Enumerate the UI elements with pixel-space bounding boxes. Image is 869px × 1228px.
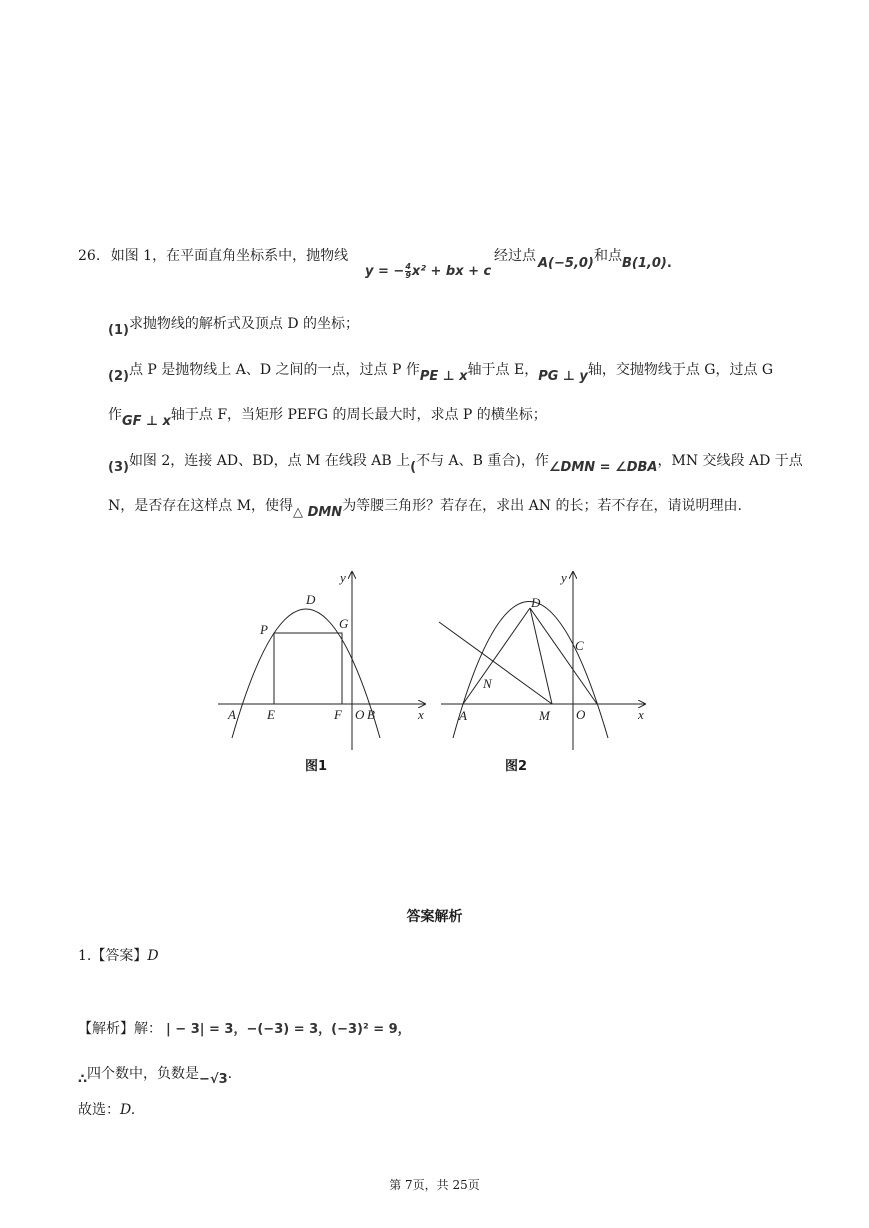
parabola-formula: y = − $\frac{4}{9}$ x² + bx + c xyxy=(365,262,492,280)
part-3-line-1: (3)如图 2，连接 AD、BD，点 M 在线段 AB 上(不与 A、B 重合)，作∠DMN = ∠DBA，MN 交线段 AD 于点 xyxy=(108,453,803,475)
page-footer: 第 7页，共 25页 xyxy=(389,1178,480,1192)
figure-2-caption: 图2 xyxy=(505,759,528,774)
label-m: M xyxy=(539,708,550,723)
label-g: G xyxy=(339,616,349,631)
label-o: O xyxy=(576,707,586,722)
label-f: F xyxy=(334,707,342,722)
segment-bd xyxy=(530,608,597,704)
answer-heading: 答案解析 xyxy=(406,909,463,925)
question-number: 26. xyxy=(78,248,101,264)
figure-1-caption: 图1 xyxy=(305,759,328,774)
label-x: x xyxy=(418,707,424,722)
choice-line: 故选：D. xyxy=(78,1102,136,1118)
figure-1 xyxy=(210,560,435,774)
segment-mn xyxy=(439,622,552,704)
part-2-line-1: (2)点 P 是抛物线上 A、D 之间的一点，过点 P 作PE ⊥ x轴于点 E，PG ⊥ y轴，交抛物线于点 G，过点 G xyxy=(108,362,774,384)
segment-dm xyxy=(530,608,552,704)
label-c: C xyxy=(575,638,584,653)
point-a: A(−5,0) xyxy=(538,256,594,271)
label-d: D xyxy=(531,595,541,610)
segment-ad xyxy=(463,608,530,704)
point-b: B(1,0). xyxy=(622,256,672,271)
label-x: x xyxy=(638,707,644,722)
rectangle-pefg xyxy=(274,633,342,704)
label-n: N xyxy=(483,676,492,691)
and-text: 和点 xyxy=(594,248,622,264)
label-p: P xyxy=(260,622,268,637)
part-3-line-2: N，是否存在这样点 M，使得△ DMN为等腰三角形？若存在，求出 AN 的长；若不存在，请说明理由. xyxy=(108,498,742,520)
label-y: y xyxy=(340,570,346,585)
part-1: (1)求抛物线的解析式及顶点 D 的坐标； xyxy=(108,316,360,338)
label-y: y xyxy=(561,570,567,585)
label-e: E xyxy=(267,707,275,722)
part-2-line-2: 作GF ⊥ x轴于点 F，当矩形 PEFG 的周长最大时，求点 P 的横坐标； xyxy=(108,407,547,429)
therefore-line: ∴四个数中，负数是−√3. xyxy=(78,1066,233,1087)
answer-1: 1.【答案】D xyxy=(78,948,159,964)
figure-1-diagram xyxy=(210,560,435,750)
label-b: B xyxy=(367,707,375,722)
label-o: O xyxy=(355,707,365,722)
label-d: D xyxy=(306,592,316,607)
label-a: A xyxy=(228,707,236,722)
question-intro: 如图 1，在平面直角坐标系中，抛物线 xyxy=(110,248,349,264)
figure-2-diagram xyxy=(433,560,653,750)
question-line-1 xyxy=(78,246,348,266)
analysis-line: 【解析】解： | − 3| = 3，−(−3) = 3，(−3)² = 9， xyxy=(78,1021,411,1037)
question-line-1b: 经过点 xyxy=(494,248,536,264)
label-a: A xyxy=(459,708,467,723)
figure-2 xyxy=(433,560,653,774)
